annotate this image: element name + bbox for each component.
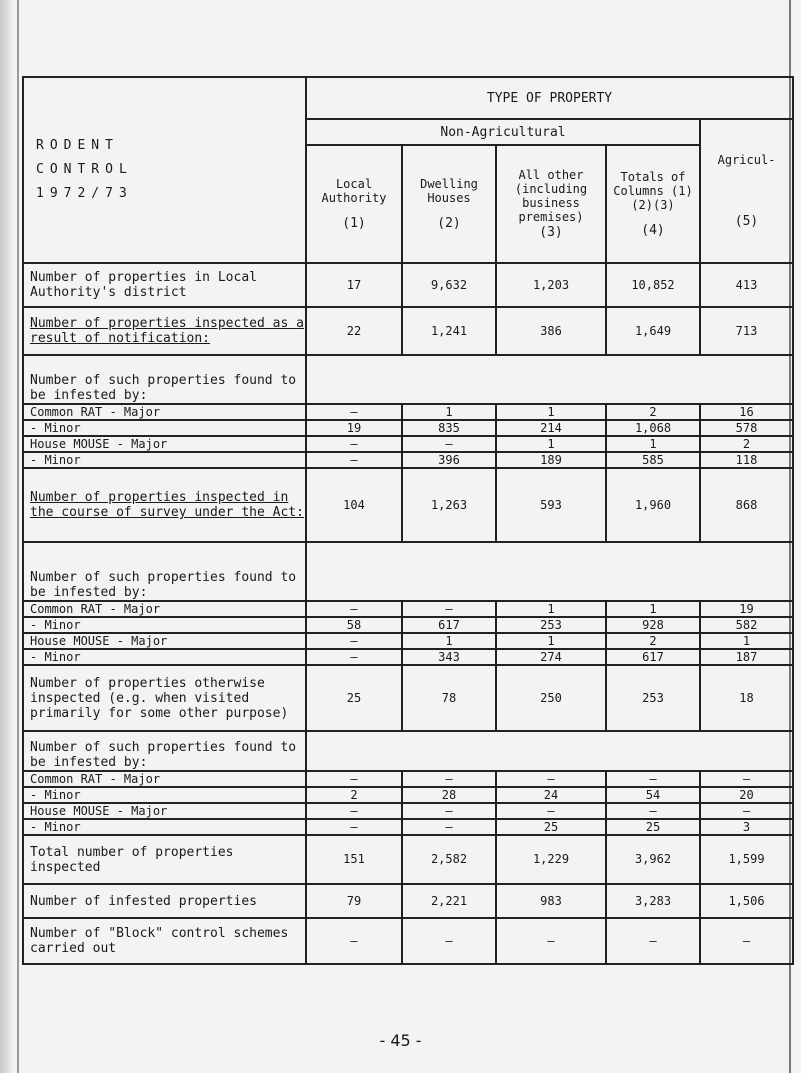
- sub-label: - Minor: [23, 787, 306, 803]
- cell-value: 617: [606, 649, 700, 665]
- cell-value: 253: [606, 665, 700, 731]
- cell-value: 1: [606, 436, 700, 452]
- col-header-1-num: (1): [342, 216, 366, 231]
- type-of-property-header: TYPE OF PROPERTY: [306, 77, 793, 119]
- cell-value: —: [496, 803, 606, 819]
- cell-value: 1: [606, 601, 700, 617]
- cell-value: 2: [306, 787, 402, 803]
- sub-label: - Minor: [23, 420, 306, 436]
- sub-label: Common RAT - Major: [23, 771, 306, 787]
- cell-value: —: [306, 436, 402, 452]
- cell-value: 2,221: [402, 884, 496, 918]
- row-label: Number of properties inspected in the course of survey under the Act:: [23, 468, 306, 542]
- cell-value: 1: [402, 404, 496, 420]
- table-row: [23, 771, 793, 787]
- col-header-2: [402, 145, 496, 263]
- cell-value: 10,852: [606, 263, 700, 307]
- col-header-5-num: (5): [734, 214, 759, 229]
- cell-value: 25: [306, 665, 402, 731]
- cell-value: 25: [606, 819, 700, 835]
- title-line-3: 1972/73: [36, 186, 133, 201]
- cell-value: 413: [700, 263, 793, 307]
- group-spacer: [306, 731, 793, 771]
- title-line-2: CONTROL: [36, 162, 133, 177]
- cell-value: 3,283: [606, 884, 700, 918]
- cell-value: —: [606, 803, 700, 819]
- sub-label: House MOUSE - Major: [23, 633, 306, 649]
- cell-value: 593: [496, 468, 606, 542]
- cell-value: 1,229: [496, 835, 606, 884]
- cell-value: 104: [306, 468, 402, 542]
- cell-value: 28: [402, 787, 496, 803]
- cell-value: 19: [306, 420, 402, 436]
- table-row: [23, 468, 793, 542]
- cell-value: —: [402, 771, 496, 787]
- cell-value: 18: [700, 665, 793, 731]
- cell-value: 582: [700, 617, 793, 633]
- cell-value: 1,599: [700, 835, 793, 884]
- sub-label: - Minor: [23, 452, 306, 468]
- cell-value: 214: [496, 420, 606, 436]
- cell-value: 24: [496, 787, 606, 803]
- cell-value: 1: [700, 633, 793, 649]
- sub-label: Common RAT - Major: [23, 404, 306, 420]
- cell-value: 1: [402, 633, 496, 649]
- table-row: [23, 617, 793, 633]
- col-header-2-num: (2): [437, 216, 461, 231]
- cell-value: —: [306, 649, 402, 665]
- cell-value: —: [402, 819, 496, 835]
- cell-value: 25: [496, 819, 606, 835]
- cell-value: —: [402, 436, 496, 452]
- page-number: - 45 -: [379, 1031, 422, 1050]
- cell-value: 578: [700, 420, 793, 436]
- cell-value: 79: [306, 884, 402, 918]
- page-edge-line: [17, 0, 19, 1073]
- group-label: Number of such properties found to be infested by:: [23, 542, 306, 601]
- table-row: [23, 918, 793, 964]
- table-row: [23, 355, 793, 404]
- cell-value: 151: [306, 835, 402, 884]
- table-row: [23, 633, 793, 649]
- cell-value: 9,632: [402, 263, 496, 307]
- row-label: Number of properties otherwise inspected (e.g. when visited primarily for some other purpose): [23, 665, 306, 731]
- cell-value: —: [306, 819, 402, 835]
- cell-value: 585: [606, 452, 700, 468]
- cell-value: —: [306, 633, 402, 649]
- row-label: Total number of properties inspected: [23, 835, 306, 884]
- col-header-2-label: Dwelling Houses: [420, 177, 478, 205]
- cell-value: —: [496, 918, 606, 964]
- cell-value: 868: [700, 468, 793, 542]
- table-row: [23, 819, 793, 835]
- cell-value: 1: [496, 436, 606, 452]
- col-header-4-label: Totals of Columns (1)(2)(3): [613, 170, 693, 212]
- cell-value: 1: [496, 633, 606, 649]
- cell-value: —: [496, 771, 606, 787]
- cell-value: 187: [700, 649, 793, 665]
- cell-value: —: [306, 803, 402, 819]
- row-label: Number of infested properties: [23, 884, 306, 918]
- cell-value: 1: [496, 404, 606, 420]
- cell-value: 58: [306, 617, 402, 633]
- cell-value: —: [700, 803, 793, 819]
- cell-value: 1,960: [606, 468, 700, 542]
- sub-label: - Minor: [23, 617, 306, 633]
- table-row: [23, 404, 793, 420]
- table-row: [23, 665, 793, 731]
- cell-value: 274: [496, 649, 606, 665]
- cell-value: —: [306, 404, 402, 420]
- cell-value: 16: [700, 404, 793, 420]
- cell-value: 2: [700, 436, 793, 452]
- col-header-3-label: All other (including business premises): [514, 168, 588, 224]
- cell-value: 928: [606, 617, 700, 633]
- page-edge-shadow: [0, 0, 13, 1073]
- col-header-5-label: Agricul-: [717, 153, 776, 167]
- cell-value: 22: [306, 307, 402, 355]
- cell-value: —: [306, 918, 402, 964]
- cell-value: —: [402, 601, 496, 617]
- sub-label: - Minor: [23, 649, 306, 665]
- cell-value: 189: [496, 452, 606, 468]
- table-row: [23, 436, 793, 452]
- cell-value: —: [306, 771, 402, 787]
- cell-value: 1,263: [402, 468, 496, 542]
- table-row: [23, 420, 793, 436]
- group-label: Number of such properties found to be infested by:: [23, 731, 306, 771]
- cell-value: 713: [700, 307, 793, 355]
- table-row: [23, 263, 793, 307]
- table-row: [23, 601, 793, 617]
- cell-value: —: [306, 452, 402, 468]
- cell-value: 17: [306, 263, 402, 307]
- col-header-1-label: Local Authority: [321, 177, 387, 205]
- cell-value: 617: [402, 617, 496, 633]
- report-title: [23, 77, 306, 263]
- sub-label: Common RAT - Major: [23, 601, 306, 617]
- cell-value: 1,203: [496, 263, 606, 307]
- table-row: [23, 803, 793, 819]
- cell-value: 2: [606, 633, 700, 649]
- sub-label: - Minor: [23, 819, 306, 835]
- table-row: [23, 307, 793, 355]
- cell-value: 343: [402, 649, 496, 665]
- cell-value: 54: [606, 787, 700, 803]
- table-row: [23, 835, 793, 884]
- group-label: Number of such properties found to be infested by:: [23, 355, 306, 404]
- cell-value: 983: [496, 884, 606, 918]
- cell-value: 396: [402, 452, 496, 468]
- sub-label: House MOUSE - Major: [23, 436, 306, 452]
- cell-value: 1: [496, 601, 606, 617]
- table-row: [23, 452, 793, 468]
- cell-value: —: [402, 803, 496, 819]
- cell-value: —: [700, 918, 793, 964]
- col-header-4: [606, 145, 700, 263]
- cell-value: 1,506: [700, 884, 793, 918]
- col-header-5: [700, 119, 793, 263]
- cell-value: —: [606, 771, 700, 787]
- rodent-control-table: [22, 76, 794, 965]
- table-row: [23, 731, 793, 771]
- cell-value: 835: [402, 420, 496, 436]
- cell-value: 386: [496, 307, 606, 355]
- col-header-3: [496, 145, 606, 263]
- cell-value: 1,649: [606, 307, 700, 355]
- col-header-4-num: (4): [641, 223, 665, 238]
- col-header-3-num: (3): [539, 225, 563, 240]
- cell-value: 253: [496, 617, 606, 633]
- table-row: [23, 649, 793, 665]
- cell-value: 20: [700, 787, 793, 803]
- sub-label: House MOUSE - Major: [23, 803, 306, 819]
- group-spacer: [306, 542, 793, 601]
- cell-value: 3,962: [606, 835, 700, 884]
- cell-value: 1,241: [402, 307, 496, 355]
- table-row: [23, 787, 793, 803]
- row-label: Number of properties inspected as a result of notification:: [23, 307, 306, 355]
- cell-value: —: [700, 771, 793, 787]
- table-row: [23, 884, 793, 918]
- table-row: [23, 542, 793, 601]
- non-agricultural-header: Non-Agricultural: [306, 119, 700, 145]
- cell-value: —: [306, 601, 402, 617]
- title-line-1: RODENT: [36, 138, 119, 153]
- col-header-1: [306, 145, 402, 263]
- cell-value: —: [606, 918, 700, 964]
- cell-value: 2,582: [402, 835, 496, 884]
- cell-value: 2: [606, 404, 700, 420]
- cell-value: 78: [402, 665, 496, 731]
- row-label: Number of "Block" control schemes carried out: [23, 918, 306, 964]
- row-label: Number of properties in Local Authority's district: [23, 263, 306, 307]
- cell-value: 19: [700, 601, 793, 617]
- cell-value: 3: [700, 819, 793, 835]
- group-spacer: [306, 355, 793, 404]
- cell-value: —: [402, 918, 496, 964]
- cell-value: 118: [700, 452, 793, 468]
- cell-value: 250: [496, 665, 606, 731]
- cell-value: 1,068: [606, 420, 700, 436]
